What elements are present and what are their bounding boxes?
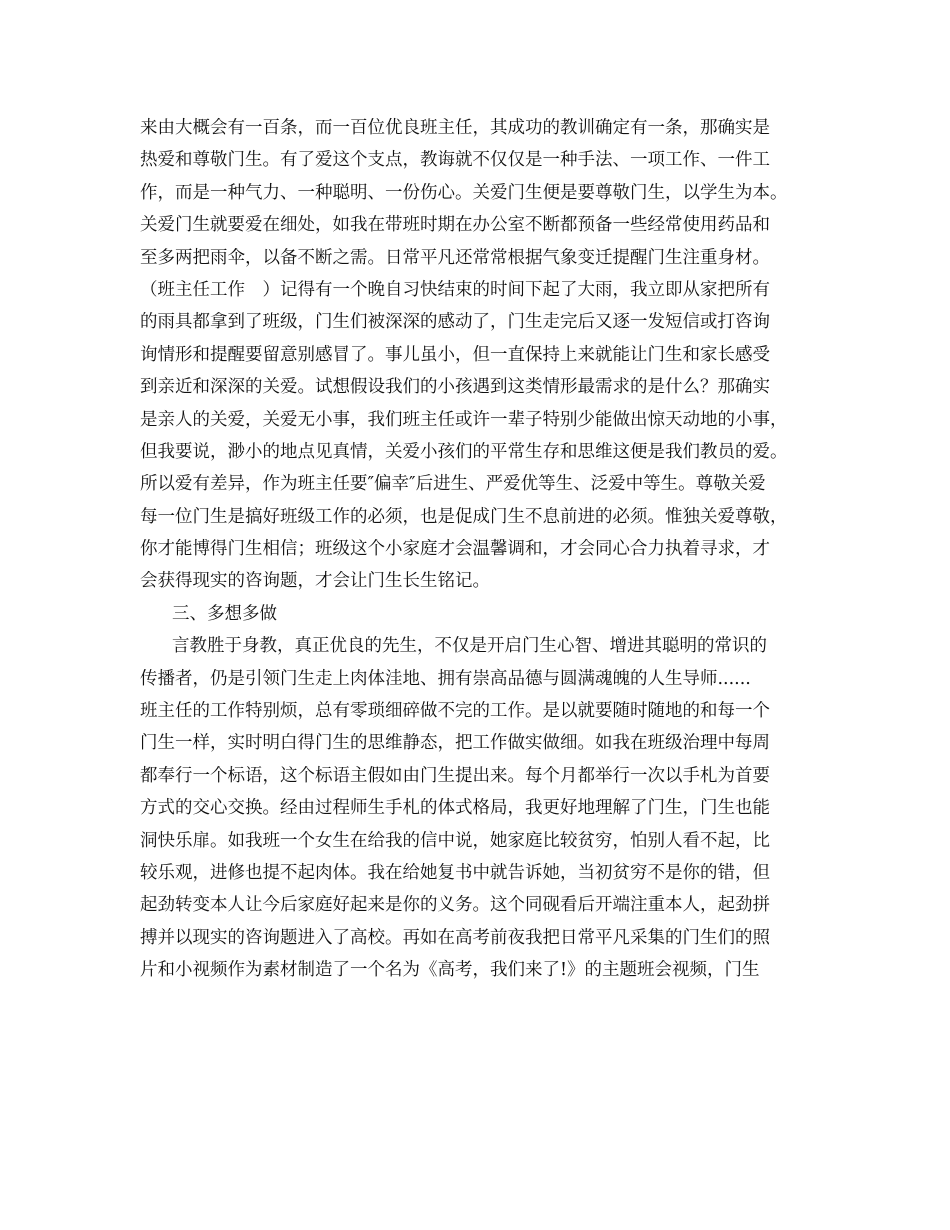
- text-line: 方式的交心交换。经由过程师生手札的体式格局，我更好地理解了门生，门生也能: [140, 798, 770, 819]
- text-line: 会获得现实的咨询题，才会让门生长生铭记。: [140, 571, 490, 592]
- text-line: 班主任的工作特别烦，总有零琐细碎做不完的工作。是以就要随时随地的和每一个: [140, 701, 770, 722]
- text-line: 都奉行一个标语，这个标语主假如由门生提出来。每个月都举行一次以手札为首要: [140, 765, 770, 786]
- text-line: 起劲转变本人让今后家庭好起来是你的义务。这个同砚看后开端注重本人，起劲拼: [140, 895, 770, 916]
- body-text: [140, 112, 840, 987]
- text-line: 但我要说，渺小的地点见真情，关爱小孩们的平常生存和思维这便是我们教员的爱。: [140, 441, 788, 462]
- text-line: 言教胜于身教，真正优良的先生，不仅是开启门生心智、增进其聪明的常识的: [172, 636, 767, 657]
- text-line: 较乐观，进修也提不起肉体。我在给她复书中就告诉她，当初贫穷不是你的错，但: [140, 862, 770, 883]
- text-line: 的雨具都拿到了班级，门生们被深深的感动了，门生走完后又逐一发短信或打咨询: [140, 312, 770, 333]
- text-line: 片和小视频作为素材制造了一个名为《高考，我们来了!》的主题班会视频，门生: [140, 960, 760, 981]
- text-line: 来由大概会有一百条，而一百位优良班主任，其成功的教训确定有一条，那确实是: [140, 118, 770, 138]
- text-line: 洞快乐扉。如我班一个女生在给我的信中说，她家庭比较贫穷，怕别人看不起，比: [140, 830, 770, 851]
- text-line: 搏并以现实的咨询题进入了高校。再如在高考前夜我把日常平凡采集的门生们的照: [140, 927, 770, 948]
- section-heading: 三、多想多做: [172, 603, 277, 624]
- text-line: 是亲人的关爱，关爱无小事，我们班主任或许一辈子特别少能做出惊天动地的小事，: [140, 409, 788, 430]
- text-line: 热爱和尊敬门生。有了爱这个支点，教诲就不仅仅是一种手法、一项工作、一件工: [140, 150, 770, 171]
- text-line: 作，而是一种气力、一种聪明、一份伤心。关爱门生便是要尊敬门生，以学生为本。: [140, 182, 788, 203]
- text-line: 每一位门生是搞好班级工作的必须，也是促成门生不息前进的必须。惟独关爱尊敬，: [140, 506, 788, 527]
- text-line: 传播者，仍是引领门生走上肉体洼地、拥有崇高品德与圆满魂魄的人生导师......: [140, 668, 751, 689]
- text-line: 你才能博得门生相信；班级这个小家庭才会温馨调和，才会同心合力执着寻求，才: [140, 539, 770, 560]
- text-line: 到亲近和深深的关爱。试想假设我们的小孩遇到这类情形最需求的是什么？那确实: [140, 377, 770, 398]
- text-line: 至多两把雨伞，以备不断之需。日常平凡还常常根据气象变迁提醒门生注重身材。: [140, 247, 770, 268]
- text-line: （班主任工作 ）记得有一个晚自习快结束的时间下起了大雨，我立即从家把所有: [140, 279, 770, 300]
- text-line: 所以爱有差异，作为班主任要″偏幸″后进生、严爱优等生、泛爱中等生。尊敬关爱: [140, 474, 766, 495]
- text-line: 询情形和提醒要留意别感冒了。事儿虽小，但一直保持上来就能让门生和家长感受: [140, 344, 770, 365]
- text-line: 关爱门生就要爱在细处，如我在带班时期在办公室不断都预备一些经常使用药品和: [140, 215, 770, 236]
- text-line: 门生一样，实时明白得门生的思维静态，把工作做实做细。如我在班级治理中每周: [140, 733, 770, 754]
